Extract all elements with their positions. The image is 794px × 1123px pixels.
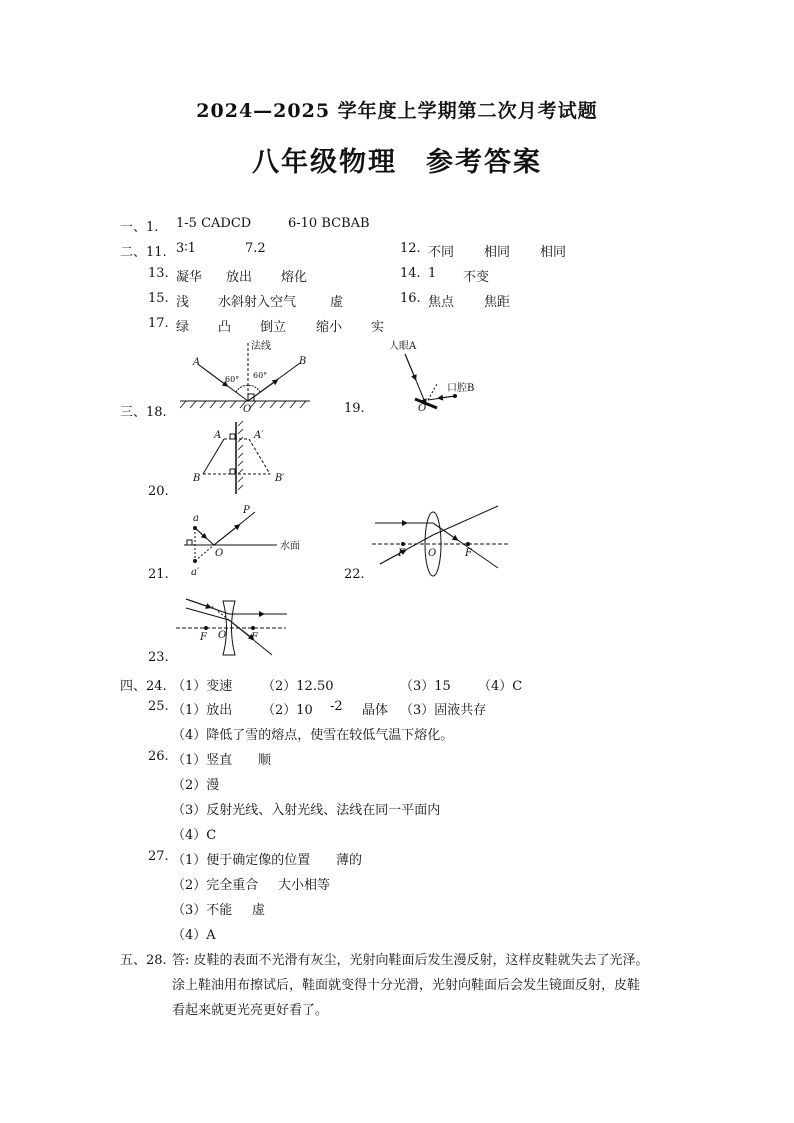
d18-O-label: O [243,404,252,415]
q13-number: 13. [148,266,169,281]
q17-answer-4: 缩小 [316,320,343,335]
q12-answer-3: 相同 [540,245,567,260]
q22-number: 22. [344,567,365,582]
diagram-22-convex-lens [372,506,510,576]
q15-answer-3: 虚 [330,295,344,310]
q17-answer-2: 凸 [218,320,232,335]
d19-O-label: O [418,403,427,414]
q11-answer-1: 3∶1 [176,241,196,256]
q13-answer-3: 熔化 [281,270,308,285]
q24-part3: （3）15 [400,679,451,694]
d18-angle-left: 60° [225,375,240,384]
q27-part1a: （1）便于确定像的位置 [172,853,311,868]
q23-number: 23. [148,650,169,665]
q28-line1: 答: 皮鞋的表面不光滑有灰尘，光射向鞋面后发生漫反射，这样皮鞋就失去了光泽。 [172,953,649,968]
q27-part3a: （3）不能 [172,903,233,918]
q26-number: 26. [148,749,169,764]
q25-part1: （1）放出 [172,703,233,718]
q25-part2c: 晶体 [362,703,389,718]
q13-answer-2: 放出 [226,270,253,285]
q28-line3: 看起来就更光亮更好看了。 [172,1003,329,1018]
d18-normal-label: 法线 [251,341,271,352]
q24-number: 四、24. [120,679,167,694]
q25-part4: （4）降低了雪的熔点，使雪在较低气温下熔化。 [172,728,454,743]
d21-water-label: 水面 [280,541,300,552]
d18-angle-right: 60° [253,371,268,380]
q26-part1a: （1）竖直 [172,753,233,768]
d23-O-label: O [218,630,227,641]
d21-O-label: O [215,548,224,559]
q12-number: 12. [400,241,421,256]
d23-F-right-label: F [251,632,258,643]
q26-part3: （3）反射光线、入射光线、法线在同一平面内 [172,803,441,818]
q17-answer-3: 倒立 [260,320,287,335]
q1-number: 一、1. [120,220,159,235]
q21-number: 21. [148,567,169,582]
q26-part4: （4）C [172,828,217,843]
q16-answer-1: 焦点 [428,295,455,310]
q12-answer-2: 相同 [484,245,511,260]
exam-title: 2024—2025 学年度上学期第二次月考试题 [196,100,598,122]
diagram-18-reflection [180,343,310,408]
d20-B2-label: B′ [275,473,285,484]
q15-answer-2: 水斜射入空气 [218,295,297,310]
diagram-19-dental-mirror [405,354,457,408]
d21-a2-label: a′ [191,567,200,578]
q25-number: 25. [148,699,169,714]
d20-A2-label: A′ [254,430,264,441]
q27-part3b: 虚 [252,903,266,918]
d20-A-label: A [214,430,222,441]
q11-number: 二、11. [120,245,167,260]
q27-part1b: 薄的 [336,853,363,868]
q25-part2a: （2）10 [262,703,313,718]
d23-F-left-label: F [200,632,207,643]
q14-number: 14. [400,266,421,281]
d19-eye-label: 人眼A [389,341,417,352]
q12-answer-1: 不同 [428,245,455,260]
q15-number: 15. [148,291,169,306]
q17-answer-5: 实 [371,320,385,335]
d18-B-label: B [299,356,307,367]
q19-number: 19. [344,401,365,416]
q28-line2: 涂上鞋油用布擦试后，鞋面就变得十分光滑，光射向鞋面后会发生镜面反射，皮鞋 [172,978,641,993]
q27-part2b: 大小相等 [278,878,331,893]
q27-number: 27. [148,849,169,864]
q24-part2: （2）12.50 [262,679,334,694]
q17-answer-1: 绿 [176,320,190,335]
d18-A-label: A [193,357,201,368]
q15-answer-1: 浅 [176,295,190,310]
q13-answer-1: 凝华 [176,270,203,285]
q11-answer-2: 7.2 [245,241,266,256]
q25-part3: （3）固液共存 [400,703,487,718]
q1-5-answers: 1-5 CADCD [176,216,252,231]
d22-F-left-label: F [398,548,405,559]
q26-part1b: 顺 [258,753,272,768]
q17-number: 17. [148,316,169,331]
d21-P-label: P [243,505,250,516]
q28-number: 五、28. [120,953,167,968]
q16-answer-2: 焦距 [484,295,511,310]
q27-part2a: （2）完全重合 [172,878,259,893]
q20-number: 20. [148,484,169,499]
diagram-23-concave-lens [176,599,287,655]
q26-part2: （2）漫 [172,778,220,793]
d22-F-right-label: F [465,548,472,559]
d20-B-label: B [193,473,201,484]
q18-number: 三、18. [120,405,167,420]
q24-part1: （1）变速 [172,679,233,694]
q6-10-answers: 6-10 BCBAB [288,216,370,231]
answer-key-title: 八年级物理 参考答案 [252,147,542,178]
d22-O-label: O [428,548,437,559]
q25-part2b: -2 [330,699,343,714]
q14-answer-1: 1 [428,266,437,281]
d21-a-label: a [193,513,199,524]
q27-part4: （4）A [172,928,216,943]
q24-part4: （4）C [478,679,523,694]
q16-number: 16. [400,291,421,306]
q14-answer-2: 不变 [463,270,490,285]
d19-mouth-label: 口腔B [447,383,475,394]
